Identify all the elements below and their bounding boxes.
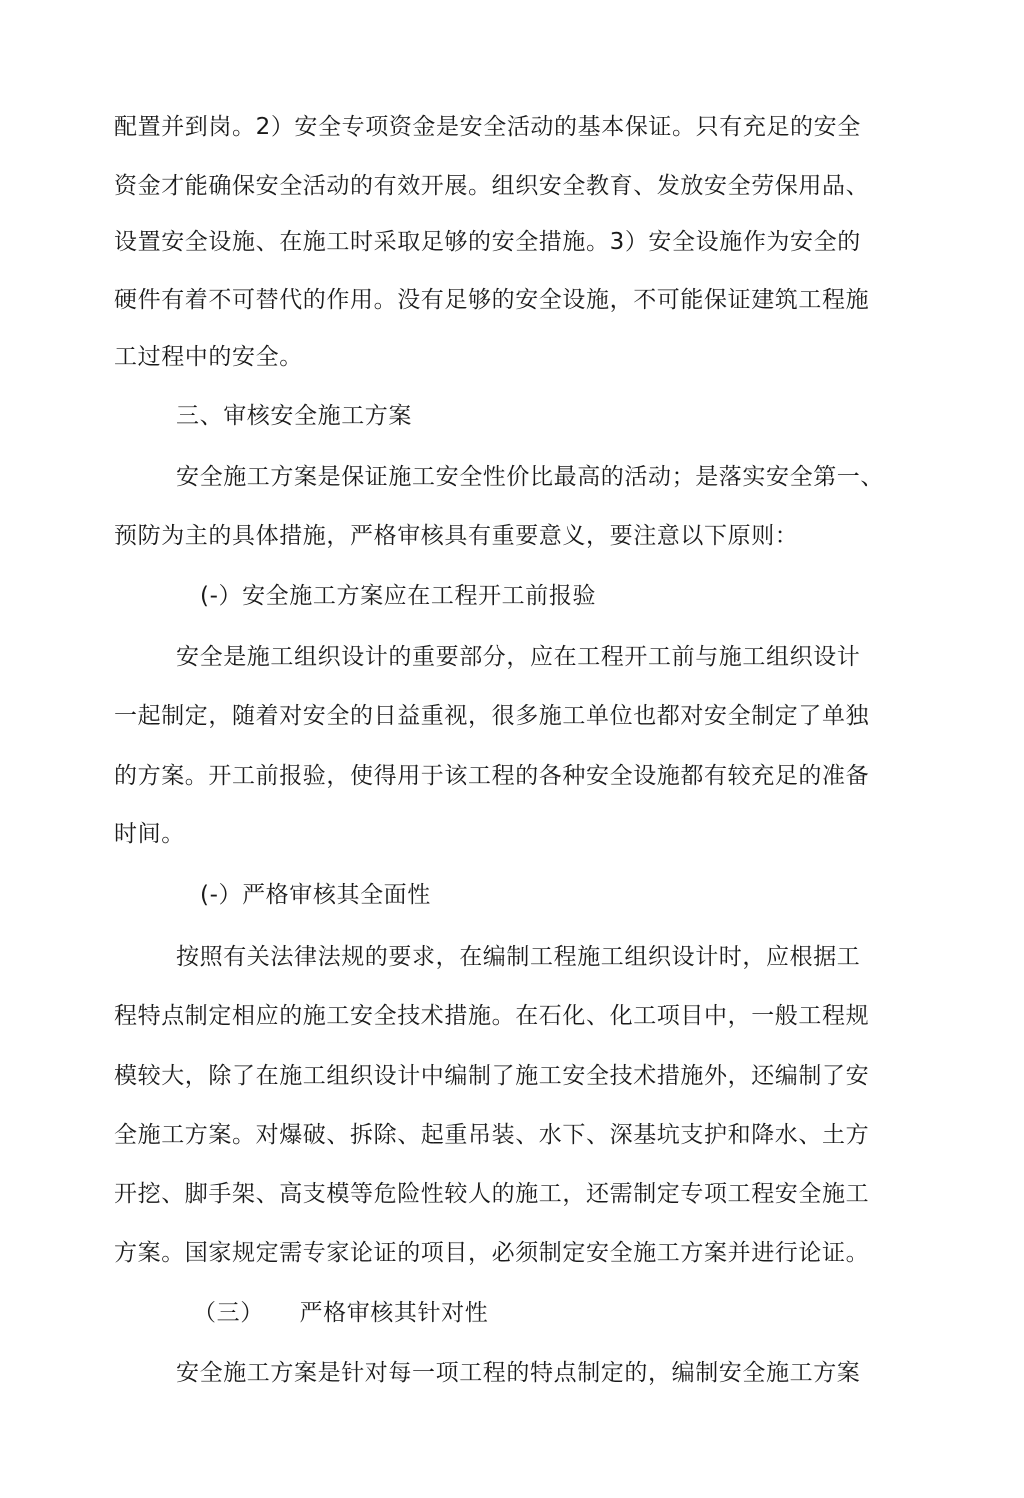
text-line: 时间。 bbox=[114, 821, 185, 847]
text-line: 配置并到岗。2）安全专项资金是安全活动的基本保证。只有充足的安全 bbox=[114, 114, 861, 140]
text-line: 资金才能确保安全活动的有效开展。组织安全教育、发放安全劳保用品、 bbox=[114, 173, 870, 199]
subsection-heading: (-）安全施工方案应在工程开工前报验 bbox=[200, 583, 597, 609]
text-line: 一起制定，随着对安全的日益重视，很多施工单位也都对安全制定了单独 bbox=[114, 703, 870, 729]
text-line: 模较大，除了在施工组织设计中编制了施工安全技术措施外，还编制了安 bbox=[114, 1063, 870, 1089]
text-line: 设置安全设施、在施工时采取足够的安全措施。3）安全设施作为安全的 bbox=[114, 229, 861, 255]
text-line: 按照有关法律法规的要求，在编制工程施工组织设计时，应根据工 bbox=[176, 944, 861, 970]
text-line: 预防为主的具体措施，严格审核具有重要意义，要注意以下原则： bbox=[114, 523, 799, 549]
text-line: 程特点制定相应的施工安全技术措施。在石化、化工项目中，一般工程规 bbox=[114, 1003, 870, 1029]
text-line: 工过程中的安全。 bbox=[114, 344, 303, 370]
text-line: 方案。国家规定需专家论证的项目，必须制定安全施工方案并进行论证。 bbox=[114, 1240, 870, 1266]
text-line: 安全施工方案是保证施工安全性价比最高的活动；是落实安全第一、 bbox=[176, 464, 884, 490]
text-line: 硬件有着不可替代的作用。没有足够的安全设施，不可能保证建筑工程施 bbox=[114, 287, 870, 313]
subsection-heading: (-）严格审核其全面性 bbox=[200, 882, 431, 908]
section-heading: 三、审核安全施工方案 bbox=[176, 403, 412, 429]
text-line: 开挖、脚手架、高支模等危险性较人的施工，还需制定专项工程安全施工 bbox=[114, 1181, 870, 1207]
text-line: 安全是施工组织设计的重要部分，应在工程开工前与施工组织设计 bbox=[176, 644, 861, 670]
text-line: 的方案。开工前报验，使得用于该工程的各种安全设施都有较充足的准备 bbox=[114, 763, 870, 789]
text-line: 安全施工方案是针对每一项工程的特点制定的，编制安全施工方案 bbox=[176, 1360, 861, 1386]
text-line: 全施工方案。对爆破、拆除、起重吊装、水下、深基坑支护和降水、土方 bbox=[114, 1122, 870, 1148]
subsection-heading: （三） 严格审核其针对性 bbox=[193, 1300, 489, 1326]
